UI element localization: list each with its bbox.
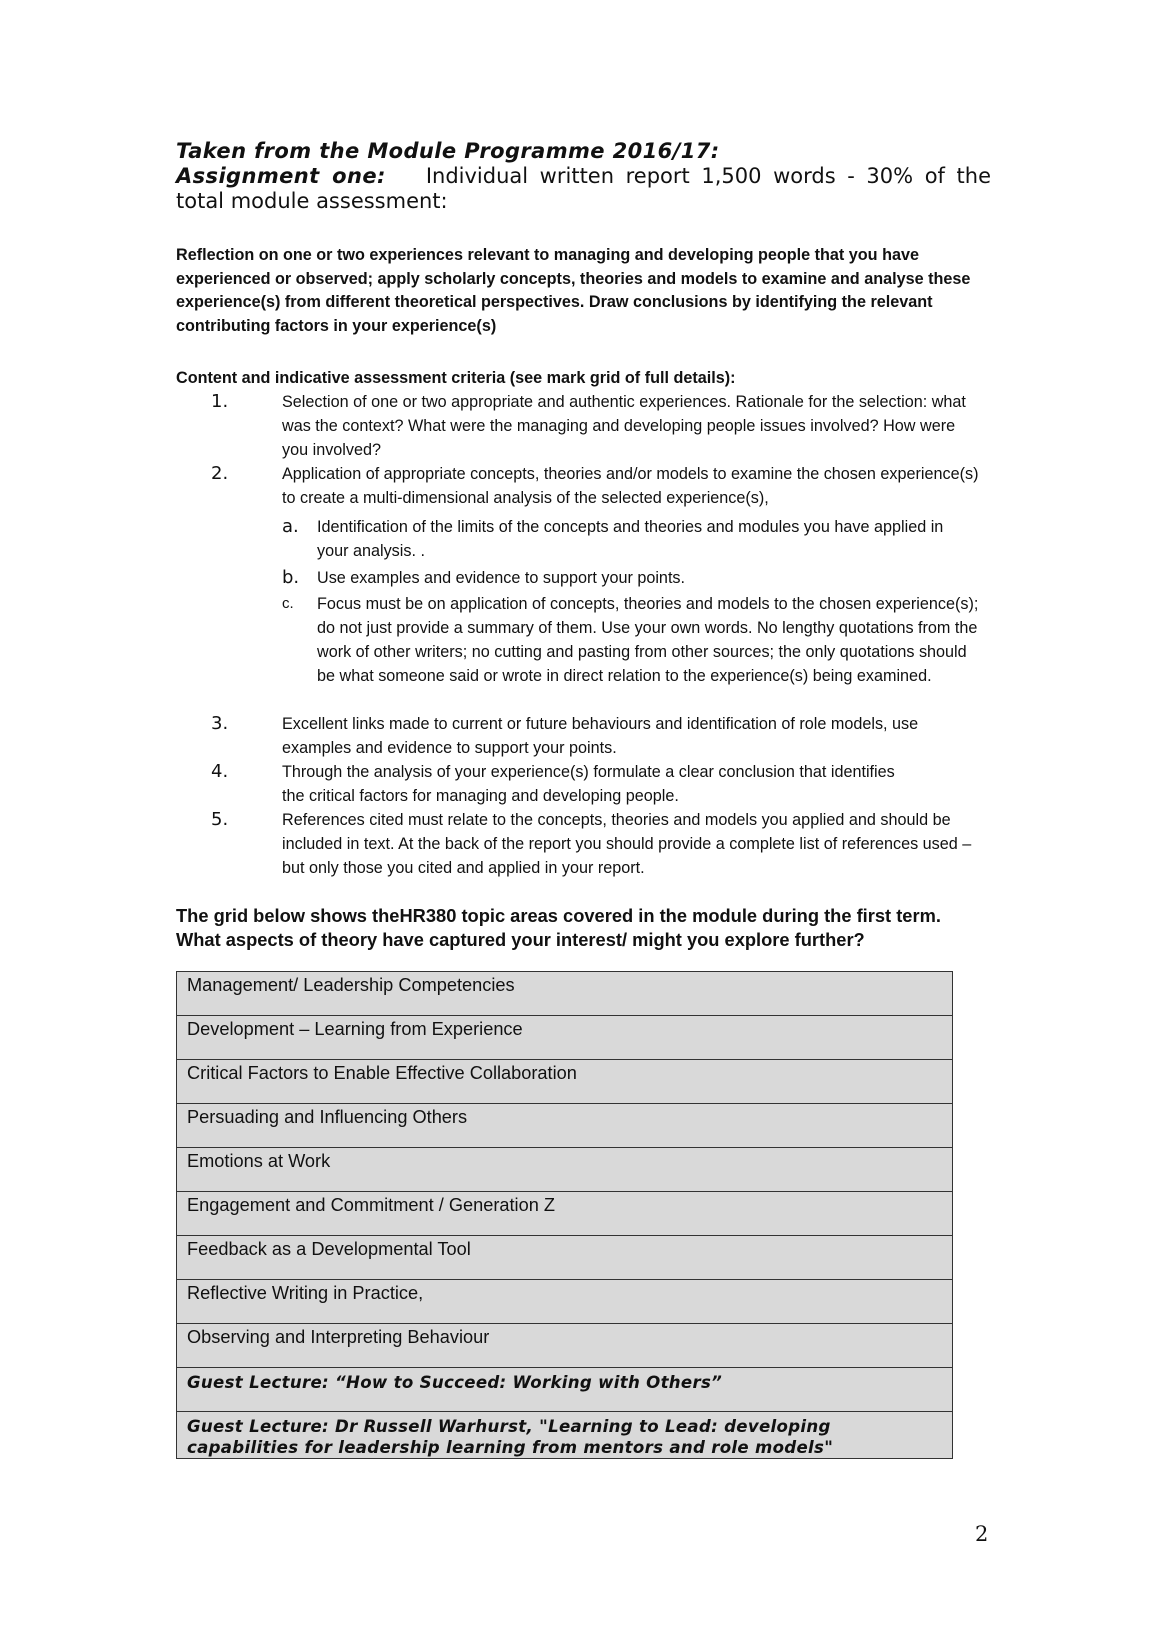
table-row (177, 972, 953, 1016)
criteria-subitem-b: Use examples and evidence to support your points. (317, 569, 686, 587)
reflection-paragraph: Reflection on one or two experiences relevant to managing and developing people that you have experienced or observed; apply scholarly concepts, theories and models to examine and analyse these experience(s) from different theoretical perspectives. Draw conclusions by identifying the relevant contributing factors in your experience(s) (176, 246, 971, 335)
criteria-heading: Content and indicative assessment criteria (see mark grid of full details): (176, 369, 736, 387)
table-row (177, 1060, 953, 1104)
topic-cell: Reflective Writing in Practice, (177, 1280, 953, 1324)
criteria-subnumber-a: a. (282, 516, 299, 537)
topic-cell: Observing and Interpreting Behaviour (177, 1324, 953, 1368)
criteria-number-3: 3. (211, 713, 229, 734)
criteria-subnumber-b: b. (282, 567, 300, 588)
criteria-subnumber-c: c. (282, 595, 294, 612)
criteria-item-1: Selection of one or two appropriate and authentic experiences. Rationale for the selection: what was the context? What were the managing and developing people issues involved? How were you involved? (282, 393, 966, 459)
table-row (177, 1324, 953, 1368)
criteria-number-5: 5. (211, 809, 229, 830)
table-row (177, 1280, 953, 1324)
criteria-item-4: Through the analysis of your experience(s) formulate a clear conclusion that identifies the critical factors for managing and developing people. (282, 763, 895, 805)
topic-cell: Persuading and Influencing Others (177, 1104, 953, 1148)
criteria-number-1: 1. (211, 391, 229, 412)
criteria-number-2: 2. (211, 463, 229, 484)
criteria-item-5: References cited must relate to the concepts, theories and models you applied and should be included in text. At the back of the report you should provide a complete list of references used – but only those you cited and applied in your report. (282, 811, 972, 877)
topic-cell: Development – Learning from Experience (177, 1016, 953, 1060)
topic-cell: Feedback as a Developmental Tool (177, 1236, 953, 1280)
topic-cell: Critical Factors to Enable Effective Collaboration (177, 1060, 953, 1104)
criteria-item-3: Excellent links made to current or future behaviours and identification of role models, use examples and evidence to support your points. (282, 715, 919, 757)
criteria-number-4: 4. (211, 761, 229, 782)
table-row (177, 1368, 953, 1412)
table-row (177, 1104, 953, 1148)
page-number: 2 (975, 1522, 989, 1546)
page-title: Taken from the Module Programme 2016/17: (176, 139, 720, 163)
table-row (177, 1148, 953, 1192)
assignment-text: Individual written report 1,500 words - 30% of the total module assessment: (176, 164, 992, 213)
guest-lecture-cell: Guest Lecture: Dr Russell Warhurst, "Learning to Lead: developing capabilities for leadership learning from mentors and role models" (177, 1412, 953, 1459)
assignment-label: Assignment one: (176, 164, 386, 188)
table-row (177, 1016, 953, 1060)
topics-table (176, 971, 953, 1459)
grid-intro: The grid below shows theHR380 topic areas covered in the module during the first term. What aspects of theory have captured your interest/ might you explore further? (176, 905, 941, 950)
topic-cell: Engagement and Commitment / Generation Z (177, 1192, 953, 1236)
table-row (177, 1192, 953, 1236)
topic-cell: Emotions at Work (177, 1148, 953, 1192)
topic-cell: Management/ Leadership Competencies (177, 972, 953, 1016)
criteria-subitem-c: Focus must be on application of concepts, theories and models to the chosen experience(s); do not just provide a summary of them. Use your own words. No lengthy quotations from the work of other writers; no cutting and pasting from other sources; the only quotations should be what someone said or wrote in direct relation to the experience(s) being examined. (317, 595, 979, 685)
criteria-subitem-a: Identification of the limits of the concepts and theories and modules you have applied in your analysis. . (317, 518, 944, 560)
guest-lecture-cell: Guest Lecture: “How to Succeed: Working with Others” (177, 1368, 953, 1412)
table-row (177, 1236, 953, 1280)
assignment-description (176, 164, 991, 214)
table-row (177, 1412, 953, 1459)
criteria-item-2: Application of appropriate concepts, theories and/or models to examine the chosen experience(s) to create a multi-dimensional analysis of the selected experience(s), (282, 465, 979, 507)
